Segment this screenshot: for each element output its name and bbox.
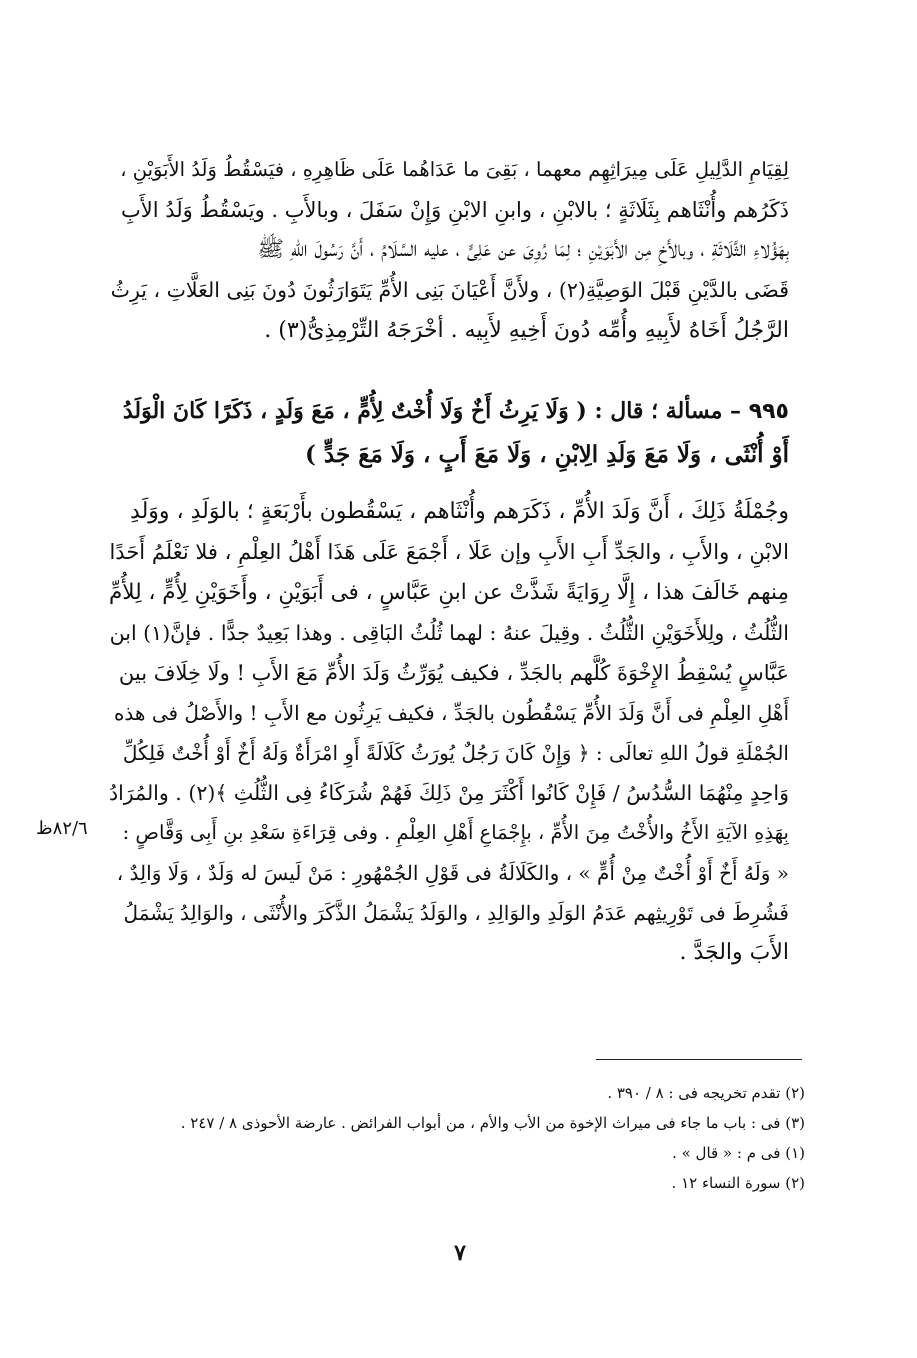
masala-intro: – مسألة ؛ قال : bbox=[594, 398, 742, 424]
text-line: عَبَّاسٍ يُسْقِطُ الإِخْوَةَ كُلَّهم بالجَدِّ ، فكيف يُوَرِّثُ وَلَدَ الأُمِّ مَعَ الأَبِ ! ولَا خِلَافَ بين bbox=[118, 661, 789, 685]
text-line: الثُّلُثُ ، ولِلأَخَوَيْنِ الثُّلُثُ . وقِيلَ عنهُ : لهما ثُلُثُ البَاقِى . وهذا بَعِيدٌ جدًّا . فإنَّ(١) ابن bbox=[109, 621, 789, 645]
text-line: « وَلَهُ أَخٌ أَوْ أُخْتٌ مِنْ أُمٍّ » ، والكَلَالَةُ فى قَوْلِ الجُمْهُورِ : مَنْ لَيسَ له وَلَدٌ ، وَلَا وَالِدٌ ، bbox=[116, 861, 789, 885]
text-line: الرَّجُلُ أَخَاهُ لأَبِيهِ وأُمِّه دُونَ أَخِيهِ لأَبِيه . أخْرَجَهُ التِّرْمِذِىُّ(٣) . bbox=[264, 318, 789, 343]
text-line: الابْنِ ، والأَبِ ، والجَدِّ أَبِ الأَبِ وإن عَلَا ، أَجْمَعَ عَلَى هَذَا أَهْلُ العِلْمِ ، فلا نَعْلَمُ أَحَدًا bbox=[109, 540, 789, 564]
text-line: بِهَذِهِ الآيَةِ الأَخُ والأُخْتُ مِنَ الأُمِّ ، بإِجْمَاعِ أَهْلِ العِلْمِ . وفى قِرَاءَةِ سَعْدِ بنِ أَبِى وَقَّاصٍ : bbox=[122, 821, 789, 844]
footnote: (٣) فى : باب ما جاء فى ميراث الإخوة من الأب والأم ، من أبواب الفرائض . عارضة الأحوذى ٨ / ٢٤٧ . bbox=[180, 1114, 805, 1132]
footnote-divider bbox=[596, 1059, 802, 1060]
text-line: ذَكَرُهم وأُنْثَاهم بِثَلَاثَةٍ ؛ بالابْنِ ، وابنِ الابْنِ وَإِنْ سَفَلَ ، وبالأَبِ . ويَسْقُطُ وَلَدُ الأَبِ bbox=[120, 198, 789, 222]
text-line: بِهَؤُلاءِ الثَّلَاثَةِ ، وبالأَخِ مِن الأَبَوَيْنِ ؛ لِمَا رُوِىَ عن عَلِىٍّ ، عليه السَّلَامُ ، أَنَّ رَسُولَ اللهِ ﷺ bbox=[257, 237, 789, 262]
page-number: ٧ bbox=[454, 1240, 466, 1266]
masala-line-1 bbox=[123, 396, 789, 427]
footnote: (٢) سورة النساء ١٢ . bbox=[671, 1174, 805, 1192]
text-line: لِقِيَامِ الدَّلِيلِ عَلَى مِيرَاثِهِم معهما ، بَقِىَ ما عَدَاهُما عَلَى ظَاهِرِهِ ، فيَسْقُطُ وَلَدُ الأَبَوَيْنِ ، bbox=[120, 158, 789, 181]
masala-number: ٩٩٥ bbox=[748, 399, 789, 424]
margin-manuscript-ref: ٨٢/٦ظ bbox=[36, 818, 88, 839]
text-line: وَاحِدٍ مِنْهُمَا السُّدُسُ / فَإِنْ كَانُوا أَكْثَرَ مِنْ ذَلِكَ فَهُمْ شُرَكَاءُ فِى الثُّلُثِ ﴾(٢) . والمُرَادُ bbox=[108, 781, 789, 805]
masala-line-2: أَوْ أُنْثَى ، وَلَا مَعَ وَلَدِ الِابْنِ ، وَلَا مَعَ أَبٍ ، وَلَا مَعَ جَدٍّ ) bbox=[305, 441, 789, 468]
text-line: الجُمْلَةِ قولُ اللهِ تعالَى : ﴿ وَإِنْ كَانَ رَجُلٌ يُورَثُ كَلَالَةً أَوِ امْرَأَةٌ وَلَهُ أَخٌ أَوْ أُخْتٌ فَلِكُلِّ bbox=[122, 741, 789, 765]
text-line: أَهْلِ العِلْمِ فى أَنَّ وَلَدَ الأُمِّ يَسْقُطُون بالجَدِّ ، فكيف يَرِثُون مع الأَبِ ! والأَصْلُ فى هذه bbox=[113, 701, 789, 725]
text-line: مِنهم خَالَفَ هذا ، إِلَّا رِوَايَةً شَذَّتْ عن ابنِ عَبَّاسٍ ، فى أَبَوَيْنِ ، وأَخَوَيْنِ لِأُمٍّ ، لِلأُمِّ bbox=[108, 580, 789, 605]
text-line: فَشُرِطَ فى تَوْرِيثِهم عَدَمُ الوَلَدِ والوَالِدِ ، والوَلَدُ يَشْمَلُ الذَّكَرَ والأُنْثَى ، والوَالِدُ يَشْمَلُ bbox=[123, 901, 789, 925]
footnote: (١) فى م : « قال » . bbox=[672, 1144, 805, 1162]
masala-text: ( وَلَا يَرِثُ أَخٌ وَلَا أُخْتٌ لِأُمٍّ ، مَعَ وَلَدٍ ، ذَكَرًا كَانَ الْوَلَدُ bbox=[122, 398, 587, 424]
text-line: الأَبَ والجَدَّ . bbox=[679, 940, 789, 965]
footnote: (٢) تقدم تخريجه فى : ٨ / ٣٩٠ . bbox=[607, 1084, 805, 1102]
text-line: وجُمْلَةُ ذَلِكَ ، أَنَّ وَلَدَ الأُمِّ ، ذَكَرَهم وأُنْثَاهم ، يَسْقُطون بأَرْبَعَةٍ ؛ بالوَلَدِ ، ووَلَدِ bbox=[130, 499, 789, 524]
text-line: قَضَى بالدَّيْنِ قَبْلَ الوَصِيَّةِ(٢) ، ولأَنَّ أَعْيَانَ بَنِى الأُمِّ يَتَوَارَثُونَ دُونَ بَنِى العَلَّاتِ ، يَرِثُ bbox=[110, 278, 789, 302]
